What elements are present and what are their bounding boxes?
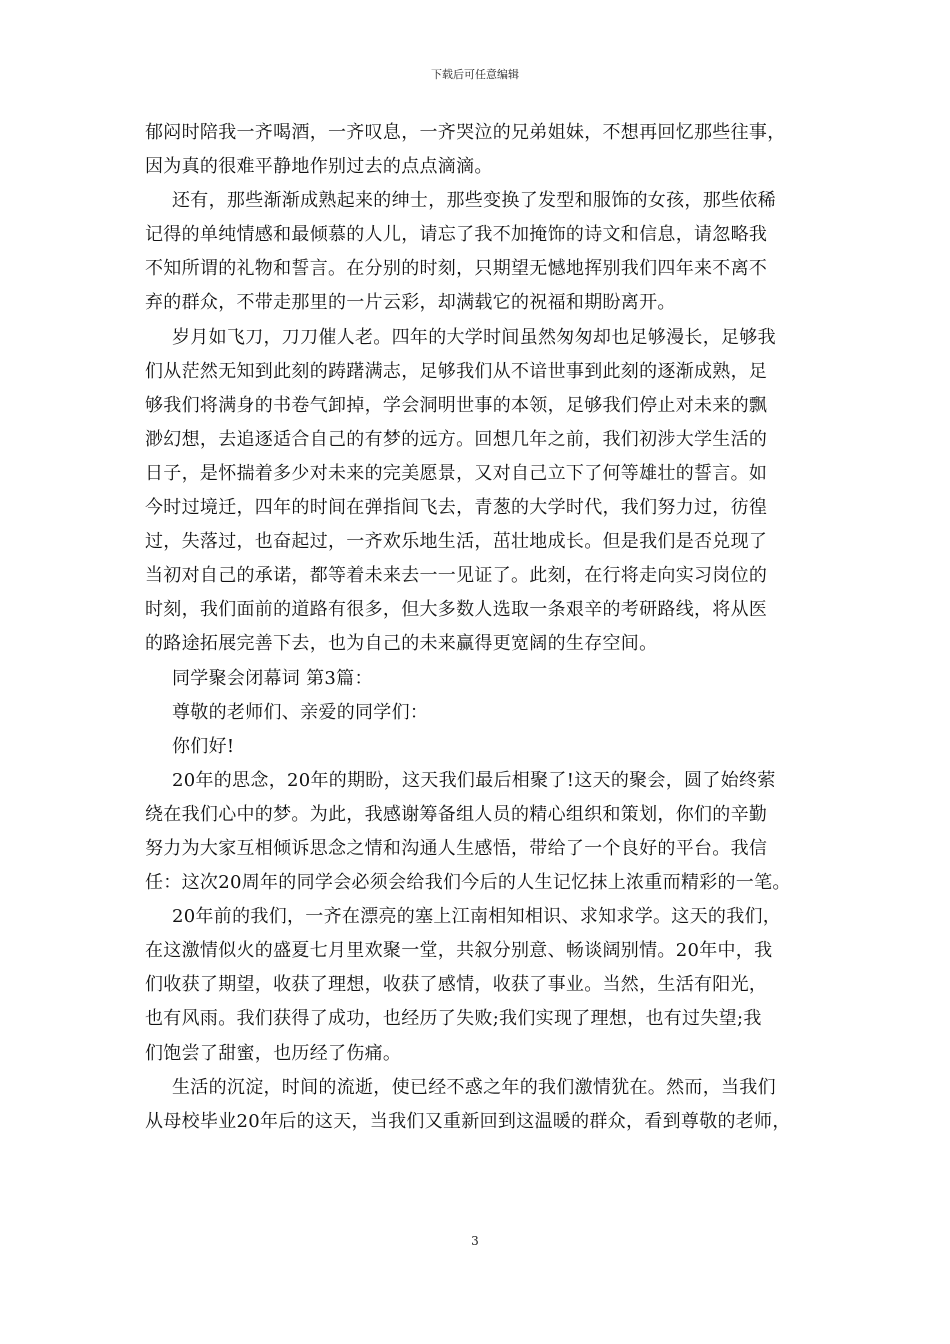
text-line: 的路途拓展完善下去，也为自己的未来赢得更宽阔的生存空间。 (145, 633, 658, 655)
text-line: 记得的单纯情感和最倾慕的人儿，请忘了我不加掩饰的诗文和信息，请忽略我 (145, 224, 768, 246)
text-line: 们收获了期望，收获了理想，收获了感情，收获了事业。当然，生活有阳光， (145, 974, 768, 996)
section-title: 同学聚会闭幕词 第3篇： (172, 667, 373, 689)
text-line: 今时过境迁，四年的时间在弹指间飞去，青葱的大学时代，我们努力过，彷徨 (145, 497, 768, 519)
text-line: 20年前的我们，一齐在漂亮的塞上江南相知相识、求知求学。这天的我们， (172, 906, 782, 928)
document-body (145, 116, 815, 1139)
text-line: 从母校毕业20年后的这天，当我们又重新回到这温暖的群众，看到尊敬的老师， (145, 1110, 791, 1132)
page-header: 下载后可任意编辑 (431, 68, 519, 81)
text-line: 们从茫然无知到此刻的踌躇满志，足够我们从不谙世事到此刻的逐渐成熟，足 (145, 360, 768, 382)
text-line: 因为真的很难平静地作别过去的点点滴滴。 (145, 156, 493, 178)
salutation: 尊敬的老师们、亲爱的同学们： (172, 701, 429, 723)
greeting: 你们好! (172, 735, 235, 757)
text-line: 岁月如飞刀，刀刀催人老。四年的大学时间虽然匆匆却也足够漫长，足够我 (172, 326, 776, 348)
text-line: 生活的沉淀，时间的流逝，使已经不惑之年的我们激情犹在。然而，当我们 (172, 1076, 776, 1098)
text-line: 在这激情似火的盛夏七月里欢聚一堂，共叙分别意、畅谈阔别情。20年中，我 (145, 940, 773, 962)
text-line: 日子，是怀揣着多少对未来的完美愿景，又对自己立下了何等雄壮的誓言。如 (145, 462, 768, 484)
text-line: 时刻，我们面前的道路有很多，但大多数人选取一条艰辛的考研路线，将从医 (145, 599, 768, 621)
text-line: 当初对自己的承诺，都等着未来去一一见证了。此刻，在行将走向实习岗位的 (145, 565, 768, 587)
text-line: 绕在我们心中的梦。为此，我感谢筹备组人员的精心组织和策划，你们的辛勤 (145, 803, 768, 825)
text-line: 弃的群众，不带走那里的一片云彩，却满载它的祝福和期盼离开。 (145, 292, 676, 314)
text-line: 努力为大家互相倾诉思念之情和沟通人生感悟，带给了一个良好的平台。我信 (145, 837, 768, 859)
page-number: 3 (471, 1234, 479, 1248)
text-line: 任：这次20周年的同学会必须会给我们今后的人生记忆抹上浓重而精彩的一笔。 (145, 872, 791, 894)
text-line: 郁闷时陪我一齐喝酒，一齐叹息，一齐哭泣的兄弟姐妹，不想再回忆那些往事， (145, 122, 786, 143)
text-line: 够我们将满身的书卷气卸掉，学会洞明世事的本领，足够我们停止对未来的飘 (145, 394, 768, 416)
text-line: 20年的思念，20年的期盼，这天我们最后相聚了!这天的聚会，圆了始终萦 (172, 769, 776, 791)
text-line: 不知所谓的礼物和誓言。在分别的时刻，只期望无憾地挥别我们四年来不离不 (145, 258, 768, 280)
text-line: 还有，那些渐渐成熟起来的绅士，那些变换了发型和服饰的女孩，那些依稀 (172, 190, 776, 212)
text-line: 渺幻想，去追逐适合自己的有梦的远方。回想几年之前，我们初涉大学生活的 (145, 428, 768, 450)
text-line: 们饱尝了甜蜜，也历经了伤痛。 (145, 1042, 402, 1064)
text-line: 过，失落过，也奋起过，一齐欢乐地生活，茁壮地成长。但是我们是否兑现了 (145, 531, 768, 553)
text-line: 也有风雨。我们获得了成功，也经历了失败;我们实现了理想，也有过失望;我 (145, 1008, 762, 1030)
